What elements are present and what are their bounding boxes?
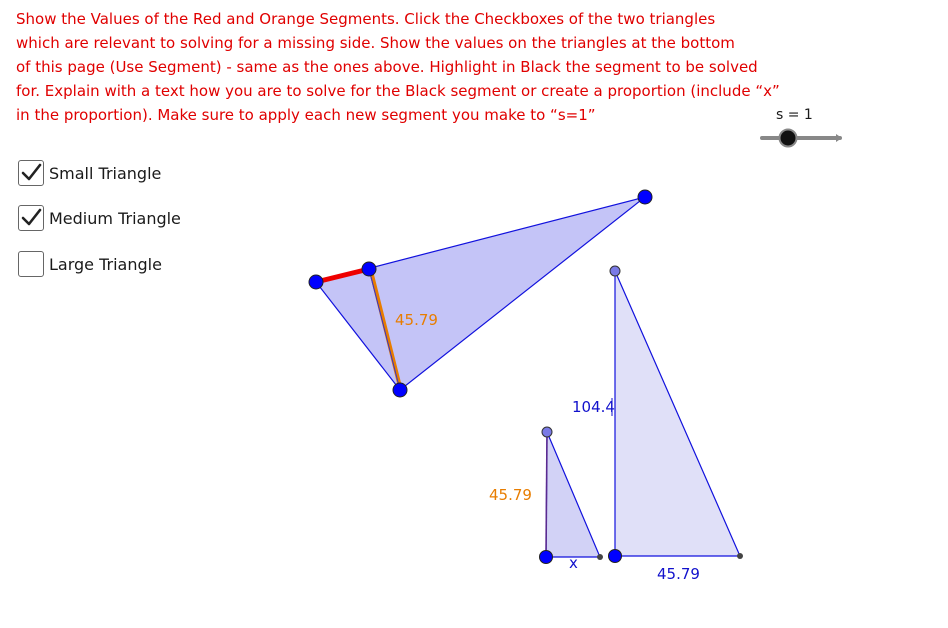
- instruction-line-4: for. Explain with a text how you are to solve for the Black segment or create a proportion (include “x”: [16, 82, 780, 100]
- slider-label: s = 1: [776, 107, 813, 123]
- slider-arrow-icon: [836, 134, 842, 142]
- medium-triangle[interactable]: [316, 197, 645, 390]
- checkbox-label-medium: Medium Triangle: [49, 208, 181, 228]
- small-vertical-segment: [546, 432, 547, 557]
- point-top-inner[interactable]: [362, 262, 376, 276]
- point-left[interactable]: [309, 275, 323, 289]
- s-slider[interactable]: [762, 130, 842, 147]
- instruction-line-2: which are relevant to solving for a missing side. Show the values on the triangles at the bottom: [16, 34, 735, 52]
- point-large-top[interactable]: [610, 266, 620, 276]
- small-bottom-triangle[interactable]: [546, 432, 600, 557]
- point-small-top[interactable]: [542, 427, 552, 437]
- point-right[interactable]: [638, 190, 652, 204]
- small-base-label: x: [569, 554, 578, 572]
- tall-side-label: 104.4: [572, 398, 615, 416]
- point-small-corner[interactable]: [540, 551, 553, 564]
- small-vertical-label: 45.79: [489, 486, 532, 504]
- large-base-label: 45.79: [657, 565, 700, 583]
- point-large-right[interactable]: [737, 553, 743, 559]
- slider-handle[interactable]: [780, 130, 797, 147]
- checkbox-label-large: Large Triangle: [49, 254, 162, 274]
- point-large-corner[interactable]: [609, 550, 622, 563]
- instruction-line-5: in the proportion). Make sure to apply each new segment you make to “s=1”: [16, 106, 596, 124]
- point-bottom[interactable]: [393, 383, 407, 397]
- point-small-right[interactable]: [597, 554, 603, 560]
- large-bottom-triangle[interactable]: [615, 271, 740, 556]
- checkbox-label-small: Small Triangle: [49, 163, 162, 183]
- instruction-line-1: Show the Values of the Red and Orange Segments. Click the Checkboxes of the two triangles: [16, 10, 716, 28]
- orange-segment-label: 45.79: [395, 311, 438, 329]
- instruction-line-3: of this page (Use Segment) - same as the ones above. Highlight in Black the segment to be solved: [16, 58, 758, 76]
